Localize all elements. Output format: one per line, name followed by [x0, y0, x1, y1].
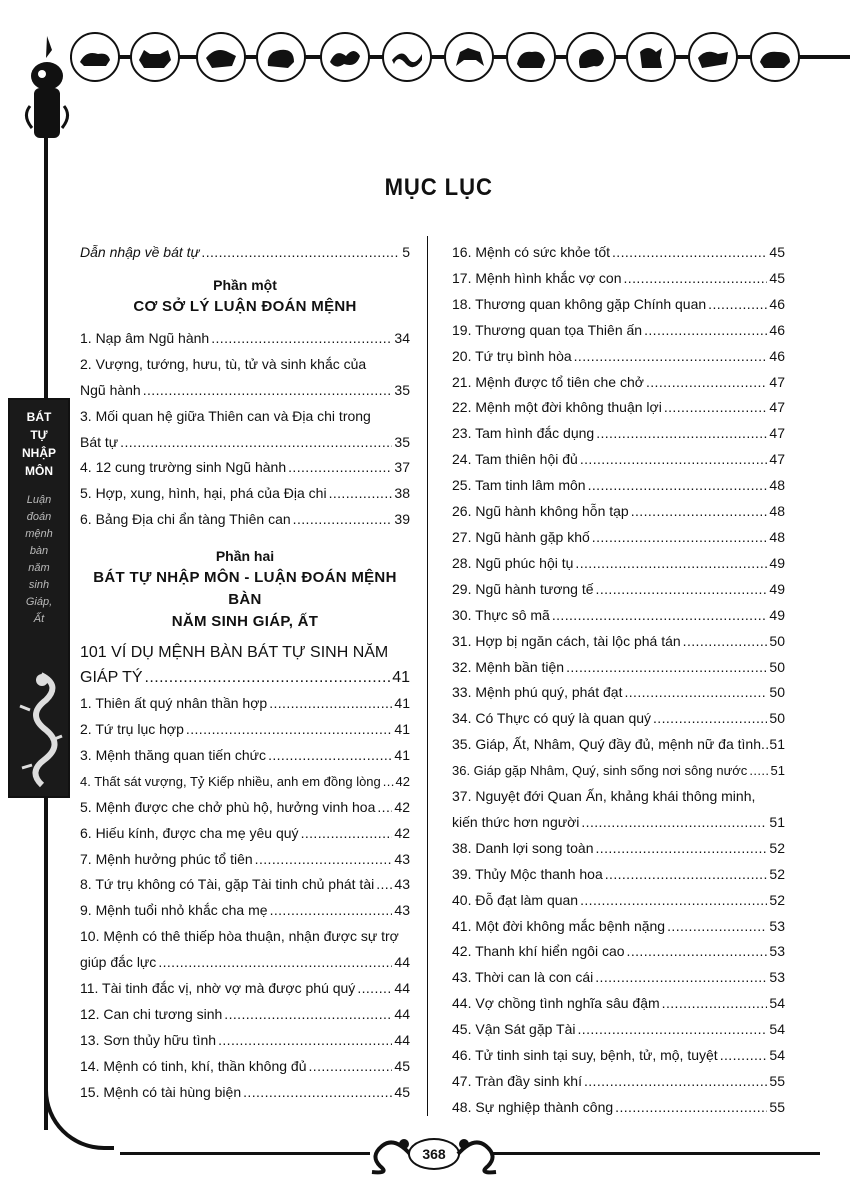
toc-entry-page: 49 — [769, 580, 785, 597]
toc-entry-title: 25. Tam tinh lâm môn — [452, 477, 586, 494]
toc-entry-page: 47 — [769, 425, 785, 442]
dot-leader — [631, 499, 768, 525]
toc-entry-page: 42 — [395, 773, 410, 789]
toc-entry — [80, 976, 410, 1002]
toc-entry — [80, 950, 410, 976]
dot-leader — [143, 378, 393, 404]
toc-entry — [452, 551, 785, 577]
footer-dragon-left-icon — [364, 1132, 414, 1176]
toc-entry-title: 41. Một đời không mắc bệnh nặng — [452, 917, 666, 934]
toc-entry-page: 51 — [769, 736, 785, 753]
toc-entry — [452, 758, 785, 784]
dot-leader — [662, 991, 768, 1017]
side-tab-sub-word: mệnh — [25, 528, 53, 540]
toc-entry-title: 29. Ngũ hành tương tế — [452, 580, 594, 597]
part2-heading: Phần hai — [215, 548, 275, 565]
toc-entry-page: 37 — [394, 459, 410, 476]
toc-entry-title: 20. Tứ trụ bình hòa — [452, 347, 572, 364]
toc-entry-title: giúp đắc lực — [80, 954, 157, 971]
toc-entry-title: 8. Tứ trụ không có Tài, gặp Tài tinh chủ phát tài — [80, 876, 375, 893]
toc-entry — [80, 821, 410, 847]
dragon-icon — [320, 32, 370, 82]
toc-entry-page: 47 — [769, 399, 785, 416]
toc-entry-page: 43 — [394, 850, 410, 867]
toc-entry — [452, 836, 785, 862]
toc-entry-title: 5. Hợp, xung, hình, hại, phá của Địa chi — [80, 485, 327, 502]
dot-leader — [578, 1017, 768, 1043]
dot-leader — [552, 603, 768, 629]
toc-entry — [452, 344, 785, 370]
dragon-icon — [16, 670, 66, 790]
toc-entry-title: 42. Thanh khí hiển ngôi cao — [452, 943, 625, 960]
toc-entry-page: 53 — [769, 917, 785, 934]
toc-entry-page: 46 — [769, 295, 785, 312]
toc-entry-page: 50 — [769, 684, 785, 701]
toc-entry-title: kiến thức hơn người — [452, 813, 580, 830]
section-heading-text: GIÁP TÝ — [80, 669, 143, 687]
dot-leader — [243, 1080, 392, 1106]
toc-entry — [80, 717, 410, 743]
dot-leader — [377, 795, 392, 821]
toc-entry — [452, 447, 785, 473]
rooster-icon — [626, 32, 676, 82]
toc-entry-page: 53 — [769, 969, 785, 986]
toc-entry — [452, 1095, 785, 1121]
dot-leader — [580, 888, 767, 914]
toc-entry-title: 19. Thương quan tọa Thiên ấn — [452, 321, 643, 338]
toc-entry-page: 43 — [394, 902, 410, 919]
toc-entry — [80, 1028, 410, 1054]
toc-entry-title: 1. Nạp âm Ngũ hành — [80, 329, 210, 346]
side-tab-sub-word: bàn — [29, 545, 49, 557]
zodiac-band — [70, 30, 850, 82]
dot-leader — [615, 1095, 767, 1121]
dot-leader — [612, 240, 767, 266]
horse-icon — [444, 32, 494, 82]
toc-entry-title: 32. Mệnh bần tiện — [452, 658, 565, 675]
toc-entry — [452, 525, 785, 551]
dot-leader — [596, 836, 768, 862]
toc-entry-title: 2. Tứ trụ lục hợp — [80, 720, 184, 737]
toc-entry-page: 44 — [394, 954, 410, 971]
side-tab-sub-word: sinh — [28, 579, 50, 591]
dot-leader — [708, 292, 767, 318]
dot-leader — [309, 1054, 393, 1080]
toc-entry-page: 52 — [769, 839, 785, 856]
dot-leader — [720, 1043, 768, 1069]
dot-leader — [288, 455, 392, 481]
toc-entry-page: 50 — [769, 710, 785, 727]
toc-entry-page: 52 — [769, 865, 785, 882]
dot-leader — [624, 266, 768, 292]
toc-entry-intro — [80, 240, 410, 266]
toc-entry-page: 46 — [769, 321, 785, 338]
right-list — [452, 240, 785, 1121]
toc-entry-title: 15. Mệnh có tài hùng biện — [80, 1083, 242, 1100]
section-heading-line2 — [80, 665, 410, 691]
toc-entry — [452, 680, 785, 706]
footer-line-right — [492, 1152, 820, 1155]
toc-entry — [80, 326, 410, 352]
toc-entry — [452, 655, 785, 681]
dot-leader — [329, 481, 393, 507]
toc-entry-title: 4. 12 cung trường sinh Ngũ hành — [80, 459, 287, 476]
toc-entry-page: 44 — [394, 1005, 410, 1022]
toc-entry-title: 22. Mệnh một đời không thuận lợi — [452, 399, 662, 416]
dot-leader — [269, 691, 392, 717]
toc-entry-title: 16. Mệnh có sức khỏe tốt — [452, 244, 611, 260]
dot-leader — [584, 1069, 767, 1095]
snake-icon — [382, 32, 432, 82]
toc-entry-line: 2. Vượng, tướng, hưu, tù, tử và sinh khắc của — [80, 355, 367, 372]
dot-leader — [158, 950, 392, 976]
toc-left-column — [80, 240, 410, 1106]
dot-leader — [605, 862, 768, 888]
toc-entry-title: Bát tự — [80, 433, 119, 450]
toc-entry-title: 6. Bảng Địa chi ẩn tàng Thiên can — [80, 511, 291, 528]
toc-entry-title: 17. Mệnh hình khắc vợ con — [452, 269, 622, 286]
toc-entry — [452, 577, 785, 603]
toc-entry-page: 54 — [769, 995, 785, 1012]
dot-leader — [683, 629, 768, 655]
toc-right-column — [452, 240, 785, 1121]
toc-entry-page: 44 — [394, 980, 410, 997]
toc-entry — [452, 888, 785, 914]
toc-entry-page: 35 — [394, 433, 410, 450]
toc-entry-title: 7. Mệnh hưởng phúc tổ tiên — [80, 850, 253, 867]
toc-entry-page: 45 — [394, 1057, 410, 1074]
side-tab-subtitle — [10, 492, 68, 628]
toc-entry-page: 41 — [394, 695, 410, 712]
toc-entry-page: 45 — [394, 1083, 410, 1100]
toc-entry — [80, 795, 410, 821]
toc-entry-title: 43. Thời can là con cái — [452, 969, 594, 986]
toc-entry-page: 35 — [394, 381, 410, 398]
dot-leader — [581, 810, 767, 836]
dot-leader — [268, 743, 392, 769]
toc-entry-title: 11. Tài tinh đắc vị, nhờ vợ mà được phú quý — [80, 980, 356, 997]
toc-entry — [80, 743, 410, 769]
toc-entry-page: 47 — [769, 451, 785, 468]
toc-entry-page: 41 — [394, 746, 410, 763]
side-tab-line: NHẬP — [21, 446, 56, 460]
page-number: 368 — [408, 1138, 460, 1170]
toc-entry — [452, 240, 785, 266]
dot-leader — [592, 525, 768, 551]
toc-entry-page: 53 — [769, 943, 785, 960]
pig-icon — [750, 32, 800, 82]
toc-entry-title: Ngũ hành — [80, 381, 141, 398]
dot-leader — [120, 430, 392, 456]
toc-entry-page: 42 — [394, 824, 410, 841]
dot-leader — [376, 872, 392, 898]
toc-entry-page: 51 — [770, 763, 785, 779]
dot-leader — [293, 507, 393, 533]
dot-leader — [646, 370, 767, 396]
toc-entry-page: 52 — [769, 891, 785, 908]
dot-leader — [186, 717, 393, 743]
ox-icon — [130, 32, 180, 82]
dot-leader — [218, 1028, 392, 1054]
toc-entry-title: 6. Hiếu kính, được cha mẹ yêu quý — [80, 824, 299, 841]
toc-entry-title: 47. Tràn đầy sinh khí — [452, 1073, 582, 1089]
side-tab-line: MÔN — [25, 464, 53, 478]
toc-entry-title: 30. Thực sô mã — [452, 606, 550, 623]
side-tab-title — [10, 408, 68, 480]
toc-entry-title: 35. Giáp, Ất, Nhâm, Quý đầy đủ, mệnh nữ đa tình — [452, 736, 761, 753]
toc-entry-page: 49 — [769, 606, 785, 623]
pillar-knob-icon — [22, 36, 72, 146]
dot-leader — [255, 847, 393, 873]
part1-list — [80, 326, 410, 533]
toc-entry — [452, 370, 785, 396]
toc-entry-title: 39. Thủy Mộc thanh hoa — [452, 865, 603, 882]
toc-entry-title: 9. Mệnh tuổi nhỏ khắc cha mẹ — [80, 902, 268, 919]
toc-entry-page: 51 — [769, 813, 785, 830]
dot-leader — [667, 914, 767, 940]
side-tab-line: TỰ — [30, 428, 48, 442]
toc-entry-page: 55 — [769, 1098, 785, 1115]
column-divider — [427, 236, 428, 1116]
side-tab — [8, 398, 70, 798]
toc-entry — [80, 1002, 410, 1028]
toc-entry-page: 48 — [769, 503, 785, 520]
toc-entry-page: 39 — [394, 511, 410, 528]
toc-entry — [452, 706, 785, 732]
dot-leader — [624, 680, 767, 706]
toc-entry-title: 13. Sơn thủy hữu tình — [80, 1031, 217, 1048]
toc-entry-title: 14. Mệnh có tinh, khí, thần không đủ — [80, 1057, 307, 1074]
section-heading-page: 41 — [392, 669, 410, 687]
toc-entry-title: 33. Mệnh phú quý, phát đạt — [452, 684, 623, 701]
toc-entry-page: 5 — [402, 244, 410, 260]
toc-entry-page: 45 — [769, 269, 785, 286]
toc-entry-title: 40. Đỗ đạt làm quan — [452, 891, 579, 908]
toc-entry-line: 10. Mệnh có thê thiếp hòa thuận, nhận được sự trợ — [80, 928, 399, 945]
toc-entry — [452, 318, 785, 344]
dot-leader — [566, 655, 767, 681]
toc-entry-page: 41 — [394, 720, 410, 737]
dot-leader — [211, 326, 392, 352]
dot-leader — [644, 318, 767, 344]
dot-leader — [301, 821, 393, 847]
toc-entry — [452, 421, 785, 447]
toc-entry-title: 1. Thiên ất quý nhân thần hợp — [80, 695, 268, 712]
toc-entry — [452, 862, 785, 888]
toc-entry — [80, 1080, 410, 1106]
dot-leader — [224, 1002, 392, 1028]
side-tab-sub-word: Luận — [26, 494, 52, 506]
toc-entry-page: 42 — [394, 798, 410, 815]
dot-leader — [357, 976, 392, 1002]
dot-leader — [588, 473, 768, 499]
toc-entry — [452, 914, 785, 940]
toc-entry-page: 46 — [769, 347, 785, 364]
toc-entry — [80, 430, 410, 456]
dot-leader — [749, 758, 768, 784]
toc-entry-title: 46. Tử tinh sinh tại suy, bệnh, tử, mộ, tuyệt — [452, 1047, 718, 1064]
toc-entry-title: 4. Thất sát vượng, Tỷ Kiếp nhiều, anh em đồng lòng — [80, 773, 381, 789]
toc-entry — [80, 481, 410, 507]
part1-title: CƠ SỞ LÝ LUẬN ĐOÁN MỆNH — [133, 297, 357, 315]
toc-entry — [452, 1017, 785, 1043]
page-footer — [120, 1128, 820, 1188]
toc-entry — [452, 473, 785, 499]
goat-icon — [506, 32, 556, 82]
toc-entry-title: 44. Vợ chồng tình nghĩa sâu đậm — [452, 995, 660, 1012]
toc-entry-page: 45 — [769, 244, 785, 260]
toc-entry-page: 54 — [769, 1021, 785, 1038]
toc-entry — [452, 395, 785, 421]
toc-entry-title: Dẫn nhập về bát tự — [80, 244, 200, 260]
dot-leader — [596, 577, 768, 603]
toc-entry-page: 55 — [769, 1073, 785, 1089]
toc-entry — [452, 499, 785, 525]
toc-entry-title: 12. Can chi tương sinh — [80, 1005, 223, 1022]
section-heading-line1: 101 VÍ DỤ MỆNH BÀN BÁT TỰ SINH NĂM — [80, 644, 389, 662]
toc-entry-page: 47 — [769, 373, 785, 390]
dot-leader — [574, 344, 768, 370]
toc-entry — [452, 292, 785, 318]
toc-entry — [452, 810, 785, 836]
toc-entry-page: 50 — [769, 658, 785, 675]
toc-entry-line: 37. Nguyệt đới Quan Ấn, khảng khái thông minh, — [452, 788, 756, 805]
monkey-icon — [566, 32, 616, 82]
part2-list — [80, 691, 410, 1106]
part2-title-line1: BÁT TỰ NHẬP MÔN - LUẬN ĐOÁN MỆNH BÀN — [93, 569, 397, 609]
toc-entry — [80, 378, 410, 404]
toc-entry-title: 28. Ngũ phúc hội tụ — [452, 554, 574, 571]
toc-entry-title: 23. Tam hình đắc dụng — [452, 425, 595, 442]
toc-entry — [452, 939, 785, 965]
toc-entry-title: 34. Có Thực có quý là quan quý — [452, 710, 652, 727]
toc-entry-page: 48 — [769, 528, 785, 545]
toc-entry-title: 3. Mệnh thăng quan tiến chức — [80, 746, 267, 763]
dot-leader — [596, 421, 767, 447]
toc-entry — [80, 872, 410, 898]
toc-entry-page: 38 — [394, 485, 410, 502]
side-tab-sub-word: đoán — [26, 511, 52, 523]
dot-leader — [595, 965, 767, 991]
toc-entry-line: 3. Mối quan hệ giữa Thiên can và Địa chi trong — [80, 407, 371, 424]
dot-leader — [627, 939, 768, 965]
toc-entry-title: 36. Giáp gặp Nhâm, Quý, sinh sống nơi sông nước — [452, 763, 748, 779]
footer-line-left — [120, 1152, 370, 1155]
toc-entry — [80, 455, 410, 481]
toc-entry — [452, 1043, 785, 1069]
cat-icon — [256, 32, 306, 82]
part1-heading: Phần một — [213, 276, 277, 293]
part2-title-line2: NĂM SINH GIÁP, ẤT — [171, 613, 319, 631]
dot-leader — [383, 769, 394, 795]
toc-entry-title: 38. Danh lợi song toàn — [452, 839, 594, 856]
toc-entry-page: 44 — [394, 1031, 410, 1048]
toc-entry-title: 48. Sự nghiệp thành công — [452, 1098, 614, 1115]
dot-leader — [145, 665, 391, 691]
toc-entry-page: 43 — [394, 876, 410, 893]
dot-leader — [664, 395, 768, 421]
toc-entry — [80, 769, 410, 795]
toc-entry — [80, 847, 410, 873]
toc-entry — [452, 603, 785, 629]
side-tab-line: BÁT — [26, 410, 52, 424]
toc-entry-title: 26. Ngũ hành không hỗn tạp — [452, 503, 629, 520]
toc-entry — [80, 507, 410, 533]
toc-entry-title: 31. Hợp bị ngăn cách, tài lộc phá tán — [452, 632, 681, 649]
tiger-icon — [196, 32, 246, 82]
side-tab-sub-word: năm — [28, 562, 50, 574]
dot-leader — [580, 447, 768, 473]
toc-entry-page: 48 — [769, 477, 785, 494]
toc-entry-page: 50 — [769, 632, 785, 649]
page-title: MỤC LỤC — [384, 174, 493, 201]
toc-entry-title: 45. Vận Sát gặp Tài — [452, 1021, 576, 1038]
footer-dragon-right-icon — [454, 1132, 504, 1176]
dot-leader — [201, 240, 400, 266]
toc-entry — [452, 1069, 785, 1095]
toc-entry — [452, 629, 785, 655]
toc-entry-page: 49 — [769, 554, 785, 571]
toc-entry — [452, 965, 785, 991]
side-tab-sub-word: Ất — [33, 613, 45, 625]
toc-entry — [452, 266, 785, 292]
toc-entry-title: 27. Ngũ hành gặp khố — [452, 528, 590, 545]
dot-leader — [653, 706, 767, 732]
toc-entry-title: 5. Mệnh được che chở phù hộ, hưởng vinh hoa — [80, 798, 376, 815]
dot-leader — [761, 732, 769, 758]
dot-leader — [270, 898, 393, 924]
dot-leader — [575, 551, 767, 577]
toc-entry — [80, 898, 410, 924]
toc-entry — [80, 691, 410, 717]
toc-entry — [452, 991, 785, 1017]
toc-entry-page: 34 — [394, 329, 410, 346]
toc-entry-page: 54 — [769, 1047, 785, 1064]
toc-entry-title: 21. Mệnh được tổ tiên che chở — [452, 373, 644, 390]
side-tab-sub-word: Giáp, — [25, 596, 53, 608]
toc-entry — [452, 732, 785, 758]
dog-icon — [688, 32, 738, 82]
toc-entry-title: 24. Tam thiên hội đủ — [452, 451, 578, 468]
toc-entry-title: 18. Thương quan không gặp Chính quan — [452, 295, 707, 312]
toc-entry — [80, 1054, 410, 1080]
